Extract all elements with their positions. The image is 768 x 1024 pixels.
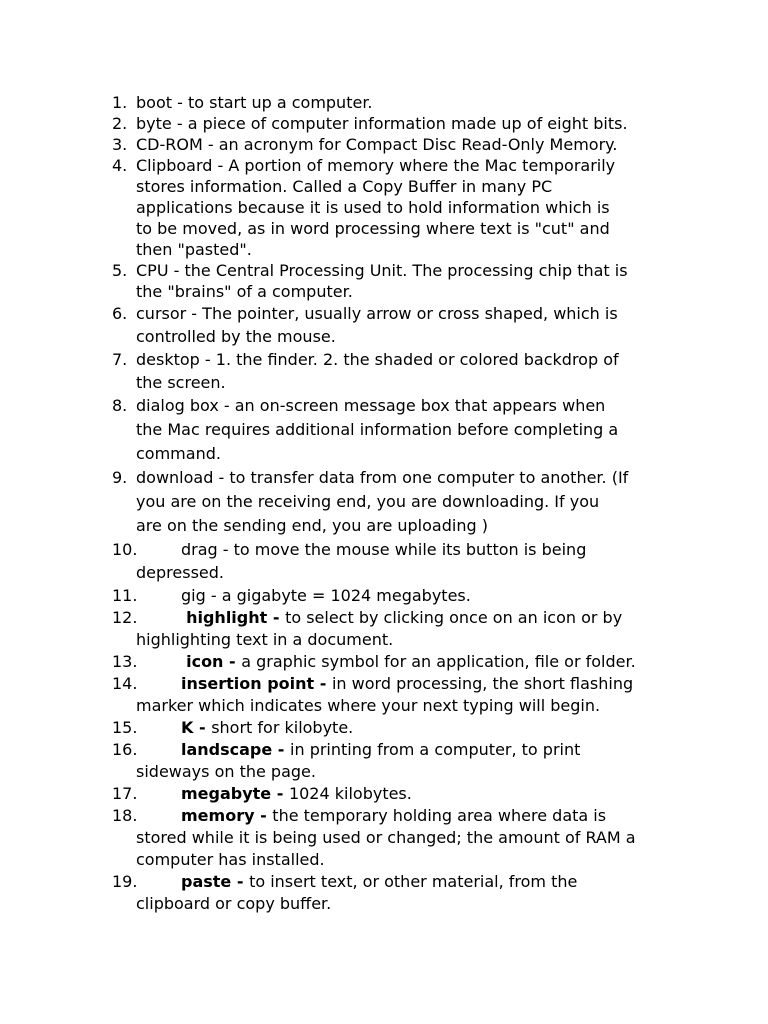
item-text-line: the Mac requires additional information before completing a xyxy=(136,420,619,439)
item-text: drag - to move the mouse while its button is being xyxy=(181,540,587,559)
item-number: 19. xyxy=(112,872,138,891)
item-text: Clipboard - A portion of memory where the Mac temporarily xyxy=(136,156,616,175)
item-text: cursor - The pointer, usually arrow or cross shaped, which is xyxy=(136,304,618,323)
item-number: 16. xyxy=(112,740,138,759)
item-number: 18. xyxy=(112,806,138,825)
item-text-line: controlled by the mouse. xyxy=(136,327,336,346)
list-item xyxy=(112,92,688,113)
list-item xyxy=(112,607,688,651)
item-text: CPU - the Central Processing Unit. The processing chip that is xyxy=(136,261,628,280)
item-term: landscape - xyxy=(181,740,291,759)
item-number: 14. xyxy=(112,674,138,693)
list-item xyxy=(112,673,688,717)
item-term: K - xyxy=(181,718,212,737)
item-text: the temporary holding area where data is xyxy=(272,806,607,825)
item-text-line: marker which indicates where your next typing will begin. xyxy=(136,696,601,715)
item-term: memory - xyxy=(181,806,273,825)
item-number: 10. xyxy=(112,540,138,559)
item-text: download - to transfer data from one computer to another. (If xyxy=(136,468,629,487)
list-item xyxy=(112,871,688,915)
item-term: megabyte - xyxy=(181,784,289,803)
item-text: CD-ROM - an acronym for Compact Disc Read-Only Memory. xyxy=(136,135,618,154)
list-item xyxy=(112,466,688,538)
item-text: in word processing, the short flashing xyxy=(331,674,634,693)
item-text-line: command. xyxy=(136,444,221,463)
list-item xyxy=(112,348,688,394)
item-number: 15. xyxy=(112,718,138,737)
item-text-line: the screen. xyxy=(136,373,226,392)
list-item xyxy=(112,155,688,260)
item-text-line: are on the sending end, you are uploading ) xyxy=(136,516,488,535)
list-item xyxy=(112,113,688,134)
item-number: 17. xyxy=(112,784,138,803)
list-item xyxy=(112,651,688,673)
list-item xyxy=(112,302,688,348)
item-text-line: depressed. xyxy=(136,563,224,582)
item-text-line: computer has installed. xyxy=(136,850,325,869)
item-text-line: clipboard or copy buffer. xyxy=(136,894,332,913)
item-text-line: then "pasted". xyxy=(136,240,252,259)
item-number: 5. xyxy=(112,261,128,280)
item-text: desktop - 1. the finder. 2. the shaded or colored backdrop of xyxy=(136,350,619,369)
list-item xyxy=(112,394,688,466)
list-item xyxy=(112,134,688,155)
item-text: 1024 kilobytes. xyxy=(288,784,412,803)
item-number: 2. xyxy=(112,114,128,133)
item-number: 1. xyxy=(112,93,128,112)
item-text: dialog box - an on-screen message box that appears when xyxy=(136,396,606,415)
item-number: 12. xyxy=(112,608,138,627)
item-text-line: the "brains" of a computer. xyxy=(136,282,353,301)
item-term: insertion point - xyxy=(181,674,332,693)
item-text-line: stores information. Called a Copy Buffer in many PC xyxy=(136,177,553,196)
list-item xyxy=(112,584,688,607)
item-number: 8. xyxy=(112,396,128,415)
item-number: 3. xyxy=(112,135,128,154)
item-text: to select by clicking once on an icon or by xyxy=(285,608,623,627)
item-number: 7. xyxy=(112,350,128,369)
item-text-line: you are on the receiving end, you are downloading. If you xyxy=(136,492,600,511)
item-text-line: to be moved, as in word processing where text is "cut" and xyxy=(136,219,610,238)
item-text-line: applications because it is used to hold information which is xyxy=(136,198,610,217)
item-text: to insert text, or other material, from the xyxy=(249,872,578,891)
item-term: highlight - xyxy=(186,608,286,627)
glossary-list xyxy=(112,92,688,915)
item-text: short for kilobyte. xyxy=(211,718,354,737)
list-item xyxy=(112,805,688,871)
list-item xyxy=(112,739,688,783)
item-term: icon - xyxy=(186,652,242,671)
item-number: 13. xyxy=(112,652,138,671)
item-text-line: sideways on the page. xyxy=(136,762,316,781)
item-text: in printing from a computer, to print xyxy=(290,740,581,759)
item-number: 11. xyxy=(112,586,138,605)
item-term: paste - xyxy=(181,872,250,891)
item-text: byte - a piece of computer information made up of eight bits. xyxy=(136,114,628,133)
list-item xyxy=(112,260,688,302)
item-text: gig - a gigabyte = 1024 megabytes. xyxy=(181,586,471,605)
list-item xyxy=(112,783,688,805)
list-item xyxy=(112,538,688,584)
list-item xyxy=(112,717,688,739)
item-text-line: stored while it is being used or changed; the amount of RAM a xyxy=(136,828,636,847)
item-number: 4. xyxy=(112,156,128,175)
item-text-line: highlighting text in a document. xyxy=(136,630,394,649)
item-number: 6. xyxy=(112,304,128,323)
item-text: boot - to start up a computer. xyxy=(136,93,373,112)
item-number: 9. xyxy=(112,468,128,487)
item-text: a graphic symbol for an application, file or folder. xyxy=(241,652,636,671)
